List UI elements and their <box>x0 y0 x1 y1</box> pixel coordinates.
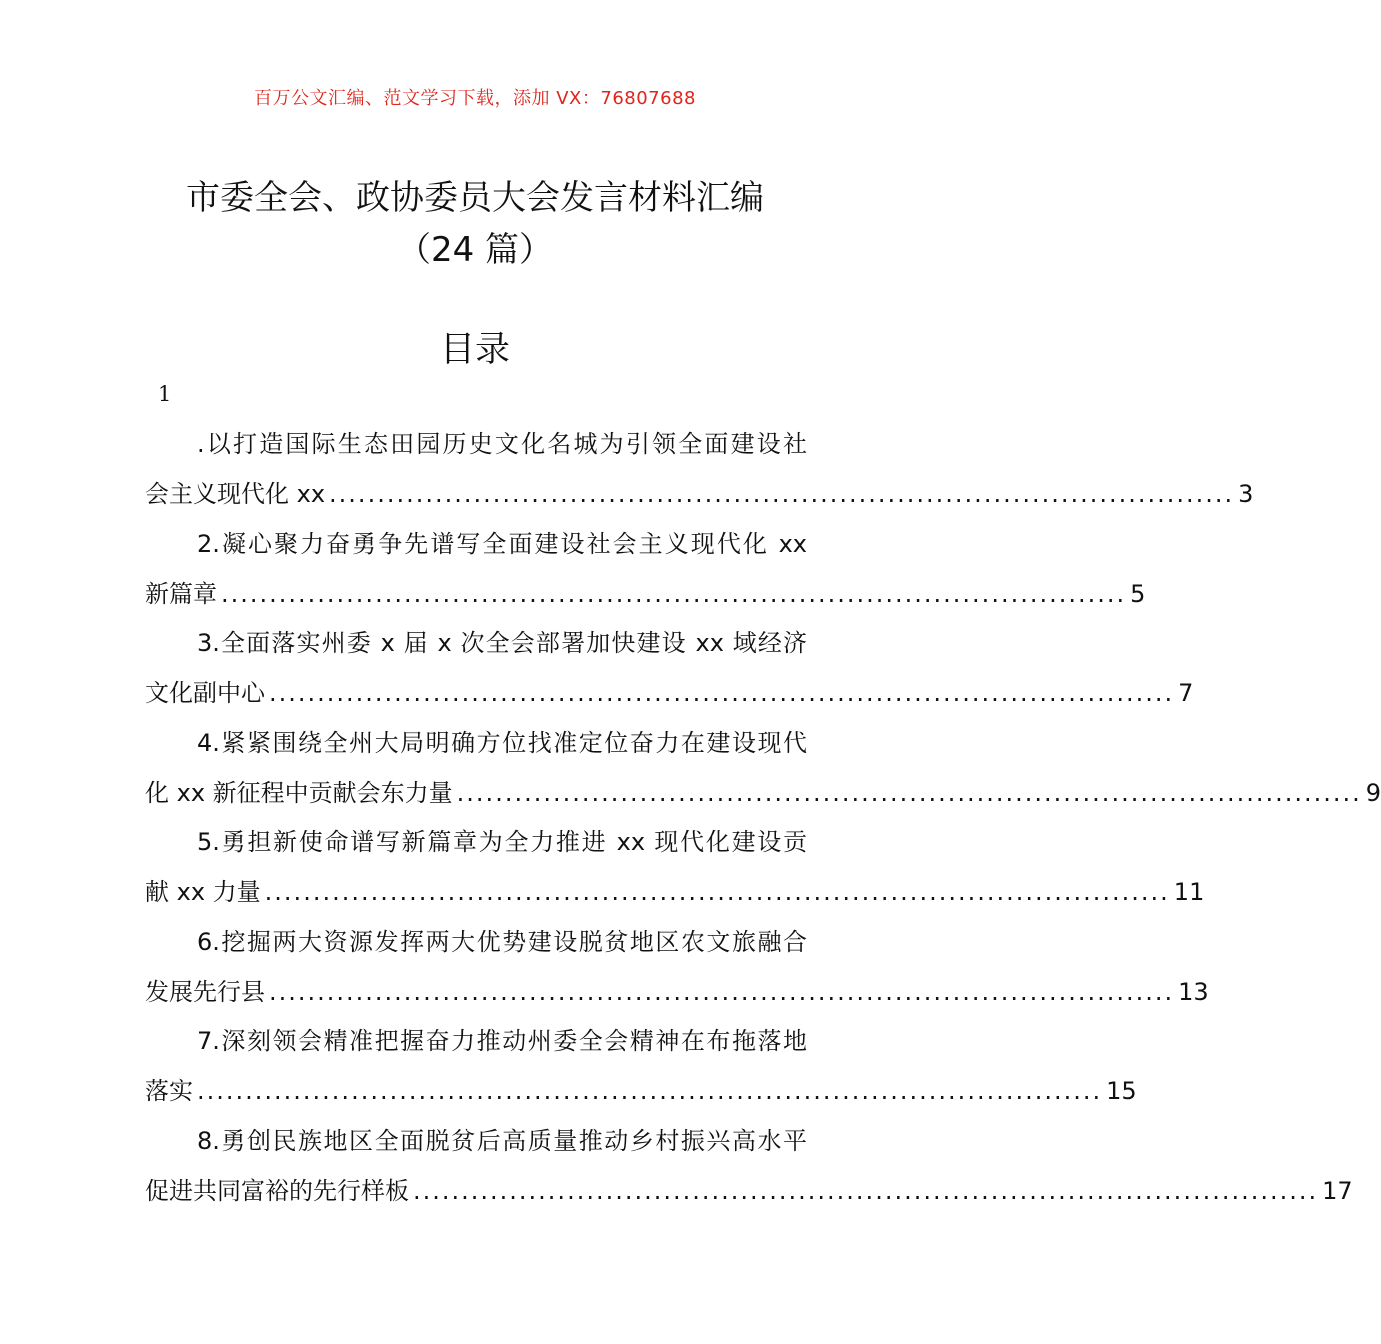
dot-leader: .............................................................................................. <box>413 1176 1319 1205</box>
toc-entry-page: 7 <box>1178 679 1194 707</box>
dot-leader: .............................................................................................. <box>269 679 1175 707</box>
title-line-2: （24 篇） <box>396 230 554 270</box>
toc-entry-title-line1: 5.勇担新使命谱写新篇章为全力推进 xx 现代化建设贡 <box>197 828 807 856</box>
dot-leader: .............................................................................................. <box>221 579 1127 608</box>
toc-entry[interactable] <box>145 420 1254 520</box>
toc-entry-title-line2: 献 xx 力量 <box>145 878 261 906</box>
title-line-1: 市委全会、政协委员大会发言材料汇编 <box>186 178 764 218</box>
toc-entry-title-line1: 3.全面落实州委 x 届 x 次全会部署加快建设 xx 域经济 <box>197 629 807 657</box>
toc-entry-title-line2: 促进共同富裕的先行样板 <box>145 1176 409 1205</box>
document-title <box>0 172 950 276</box>
dot-leader: .............................................................................................. <box>197 1077 1103 1105</box>
table-of-contents <box>145 420 1381 1216</box>
toc-entry-title-line2: 会主义现代化 xx <box>145 480 326 508</box>
toc-entry-title-line1: 8.勇创民族地区全面脱贫后高质量推动乡村振兴高水平 <box>197 1126 807 1155</box>
dot-leader: .............................................................................................. <box>264 878 1170 906</box>
toc-entry-title-line2: 化 xx 新征程中贡献会东力量 <box>145 778 453 807</box>
toc-heading: 目录 <box>439 330 510 370</box>
toc-entry-page: 5 <box>1130 579 1146 608</box>
toc-entry[interactable] <box>145 520 1146 620</box>
toc-entry[interactable] <box>145 719 1381 819</box>
toc-entry[interactable] <box>145 619 1194 719</box>
toc-entry-page: 15 <box>1106 1077 1137 1105</box>
toc-entry[interactable] <box>145 1117 1353 1217</box>
dot-leader: .............................................................................................. <box>269 977 1175 1006</box>
toc-entry-title-line2: 新篇章 <box>145 579 217 608</box>
toc-entry-title-line2: 落实 <box>145 1077 193 1105</box>
page-marker: 1 <box>158 382 172 406</box>
toc-entry-title-line2: 发展先行县 <box>145 977 265 1006</box>
toc-entry-title-line1: 4.紧紧围绕全州大局明确方位找准定位奋力在建设现代 <box>197 728 807 757</box>
toc-entry-title-line1: 6.挖掘两大资源发挥两大优势建设脱贫地区农文旅融合 <box>197 927 807 956</box>
toc-entry-page: 3 <box>1238 480 1254 508</box>
toc-entry-page: 11 <box>1173 878 1205 906</box>
toc-entry-title-line1: 7.深刻领会精准把握奋力推动州委全会精神在布拖落地 <box>197 1027 807 1055</box>
toc-entry-page: 9 <box>1365 778 1381 807</box>
dot-leader: .............................................................................................. <box>329 480 1235 508</box>
toc-entry-title-line1: .以打造国际生态田园历史文化名城为引领全面建设社 <box>197 430 807 458</box>
dot-leader: .............................................................................................. <box>456 778 1362 807</box>
toc-entry[interactable] <box>145 918 1209 1018</box>
toc-entry[interactable] <box>145 1017 1137 1117</box>
toc-entry-page: 17 <box>1322 1176 1353 1205</box>
toc-entry-title-line2: 文化副中心 <box>145 679 265 707</box>
download-banner: 百万公文汇编、范文学习下载，添加 VX：76807688 <box>254 88 696 109</box>
toc-entry-title-line1: 2.凝心聚力奋勇争先谱写全面建设社会主义现代化 xx <box>197 529 807 558</box>
toc-entry[interactable] <box>145 818 1205 918</box>
toc-entry-page: 13 <box>1178 977 1209 1006</box>
